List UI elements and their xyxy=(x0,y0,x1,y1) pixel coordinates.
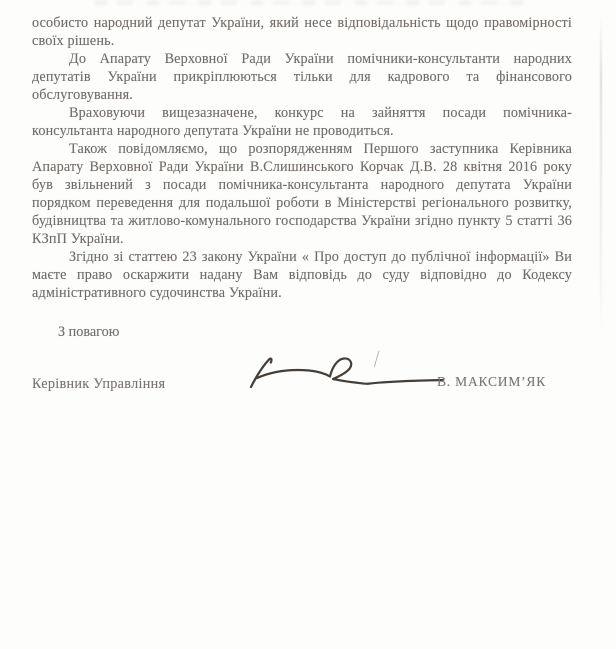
body-paragraph: Враховуючи вищезазначене, конкурс на зайняття посади помічника-консультанта народного депутата України не проводиться. xyxy=(32,105,572,139)
handwritten-signature xyxy=(245,346,455,394)
cropped-text-artifact xyxy=(95,0,525,5)
salutation: З повагою xyxy=(58,324,120,340)
body-paragraph: Згідно зі статтею 23 закону України « Про доступ до публічної інформації» Ви маєте право оскаржити надану Вам відповідь до суду відповідно до Кодексу адміністративного судочинства України. xyxy=(32,249,572,301)
body-paragraph: До Апарату Верховної Ради України помічники-консультанти народних депутатів України прикріплюються тільки для кадрового та фінансового обслуговування. xyxy=(32,51,572,103)
signature-ink-strokes xyxy=(245,346,455,394)
letter-body xyxy=(32,14,572,302)
signer-title: Керівник Управління xyxy=(32,376,166,392)
signer-name: В. МАКСИМ’ЯК xyxy=(437,374,547,389)
body-paragraph: Також повідомляємо, що розпорядженням Першого заступника Керівника Апарату Верховної Ради України В.Слишинського Корчак Д.В. 28 квітня 2016 року був звільнений з посади помічника-консультанта народного депутата України порядком переведення для подальшої роботи в Міністерстві регіонального розвитку, будівництва та житлово-комунального господарства України згідно пункту 5 статті 36 КЗпП України. xyxy=(32,141,572,247)
scan-edge-shadow xyxy=(600,15,602,330)
body-paragraph: особисто народний депутат України, який несе відповідальність щодо правомірності своїх рішень. xyxy=(32,15,572,49)
